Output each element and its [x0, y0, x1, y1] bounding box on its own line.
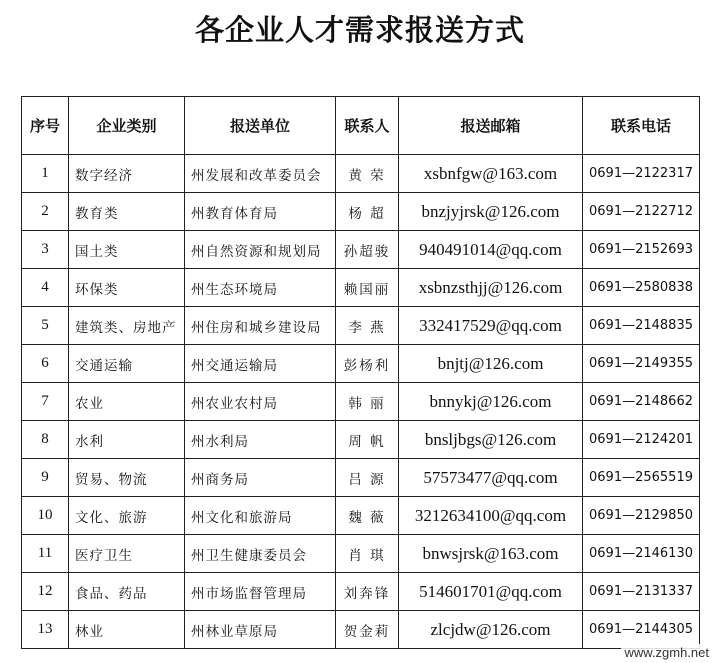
enterprise-category: 环保类: [69, 269, 185, 307]
row-number: 12: [22, 573, 69, 611]
contact-phone: 0691—2146130: [583, 535, 700, 573]
header-col-category: 企业类别: [69, 97, 185, 155]
enterprise-category: 教育类: [69, 193, 185, 231]
contact-person: 黄 荣: [336, 155, 399, 193]
row-number: 2: [22, 193, 69, 231]
header-col-no: 序号: [22, 97, 69, 155]
row-number: 11: [22, 535, 69, 573]
enterprise-category: 医疗卫生: [69, 535, 185, 573]
contact-phone: 0691—2580838: [583, 269, 700, 307]
contact-table-container: [21, 96, 699, 649]
enterprise-category: 贸易、物流: [69, 459, 185, 497]
contact-person: 赖国丽: [336, 269, 399, 307]
report-email[interactable]: bnzjyjrsk@126.com: [399, 193, 583, 231]
contact-person: 彭杨利: [336, 345, 399, 383]
row-number: 1: [22, 155, 69, 193]
page-title: 各企业人才需求报送方式: [194, 13, 525, 47]
row-number: 3: [22, 231, 69, 269]
report-email[interactable]: bnsljbgs@126.com: [399, 421, 583, 459]
report-email[interactable]: zlcjdw@126.com: [399, 611, 583, 649]
reporting-unit: 州住房和城乡建设局: [185, 307, 336, 345]
enterprise-category: 林业: [69, 611, 185, 649]
row-number: 7: [22, 383, 69, 421]
enterprise-category: 食品、药品: [69, 573, 185, 611]
table-header-row: [22, 97, 700, 155]
contact-person: 韩 丽: [336, 383, 399, 421]
contact-table: [21, 96, 700, 649]
report-email[interactable]: 514601701@qq.com: [399, 573, 583, 611]
enterprise-category: 农业: [69, 383, 185, 421]
report-email[interactable]: 57573477@qq.com: [399, 459, 583, 497]
report-email[interactable]: 3212634100@qq.com: [399, 497, 583, 535]
contact-person: 刘奔锋: [336, 573, 399, 611]
contact-phone: 0691—2144305: [583, 611, 700, 649]
reporting-unit: 州文化和旅游局: [185, 497, 336, 535]
report-email[interactable]: xsbnfgw@163.com: [399, 155, 583, 193]
contact-person: 杨 超: [336, 193, 399, 231]
header-col-email: 报送邮箱: [399, 97, 583, 155]
contact-person: 李 燕: [336, 307, 399, 345]
enterprise-category: 建筑类、房地产: [69, 307, 185, 345]
table-row: [22, 421, 700, 459]
table-body: [22, 155, 700, 649]
row-number: 9: [22, 459, 69, 497]
reporting-unit: 州自然资源和规划局: [185, 231, 336, 269]
enterprise-category: 文化、旅游: [69, 497, 185, 535]
contact-person: 吕 源: [336, 459, 399, 497]
table-row: [22, 269, 700, 307]
report-email[interactable]: bnjtj@126.com: [399, 345, 583, 383]
reporting-unit: 州生态环境局: [185, 269, 336, 307]
table-row: [22, 497, 700, 535]
report-email[interactable]: 332417529@qq.com: [399, 307, 583, 345]
reporting-unit: 州发展和改革委员会: [185, 155, 336, 193]
contact-phone: 0691—2149355: [583, 345, 700, 383]
table-row: [22, 573, 700, 611]
contact-phone: 0691—2565519: [583, 459, 700, 497]
table-row: [22, 535, 700, 573]
row-number: 5: [22, 307, 69, 345]
contact-person: 魏 薇: [336, 497, 399, 535]
reporting-unit: 州市场监督管理局: [185, 573, 336, 611]
report-email[interactable]: bnnykj@126.com: [399, 383, 583, 421]
report-email[interactable]: 940491014@qq.com: [399, 231, 583, 269]
contact-phone: 0691—2152693: [583, 231, 700, 269]
enterprise-category: 交通运输: [69, 345, 185, 383]
row-number: 8: [22, 421, 69, 459]
contact-person: 周 帆: [336, 421, 399, 459]
watermark: www.zgmh.net: [621, 644, 712, 661]
contact-phone: 0691—2131337: [583, 573, 700, 611]
header-col-phone: 联系电话: [583, 97, 700, 155]
row-number: 6: [22, 345, 69, 383]
enterprise-category: 水利: [69, 421, 185, 459]
table-row: [22, 611, 700, 649]
contact-phone: 0691—2124201: [583, 421, 700, 459]
contact-person: 孙超骏: [336, 231, 399, 269]
table-row: [22, 307, 700, 345]
contact-person: 肖 琪: [336, 535, 399, 573]
row-number: 4: [22, 269, 69, 307]
table-row: [22, 459, 700, 497]
reporting-unit: 州林业草原局: [185, 611, 336, 649]
contact-phone: 0691—2122317: [583, 155, 700, 193]
reporting-unit: 州农业农村局: [185, 383, 336, 421]
header-col-unit: 报送单位: [185, 97, 336, 155]
contact-phone: 0691—2148835: [583, 307, 700, 345]
report-email[interactable]: xsbnzsthjj@126.com: [399, 269, 583, 307]
contact-phone: 0691—2122712: [583, 193, 700, 231]
table-row: [22, 231, 700, 269]
enterprise-category: 国土类: [69, 231, 185, 269]
contact-phone: 0691—2148662: [583, 383, 700, 421]
table-row: [22, 193, 700, 231]
reporting-unit: 州水利局: [185, 421, 336, 459]
reporting-unit: 州商务局: [185, 459, 336, 497]
row-number: 13: [22, 611, 69, 649]
enterprise-category: 数字经济: [69, 155, 185, 193]
reporting-unit: 州交通运输局: [185, 345, 336, 383]
reporting-unit: 州教育体育局: [185, 193, 336, 231]
report-email[interactable]: bnwsjrsk@163.com: [399, 535, 583, 573]
table-row: [22, 155, 700, 193]
contact-phone: 0691—2129850: [583, 497, 700, 535]
contact-person: 贺金莉: [336, 611, 399, 649]
table-row: [22, 383, 700, 421]
table-row: [22, 345, 700, 383]
row-number: 10: [22, 497, 69, 535]
header-col-contact-person: 联系人: [336, 97, 399, 155]
reporting-unit: 州卫生健康委员会: [185, 535, 336, 573]
